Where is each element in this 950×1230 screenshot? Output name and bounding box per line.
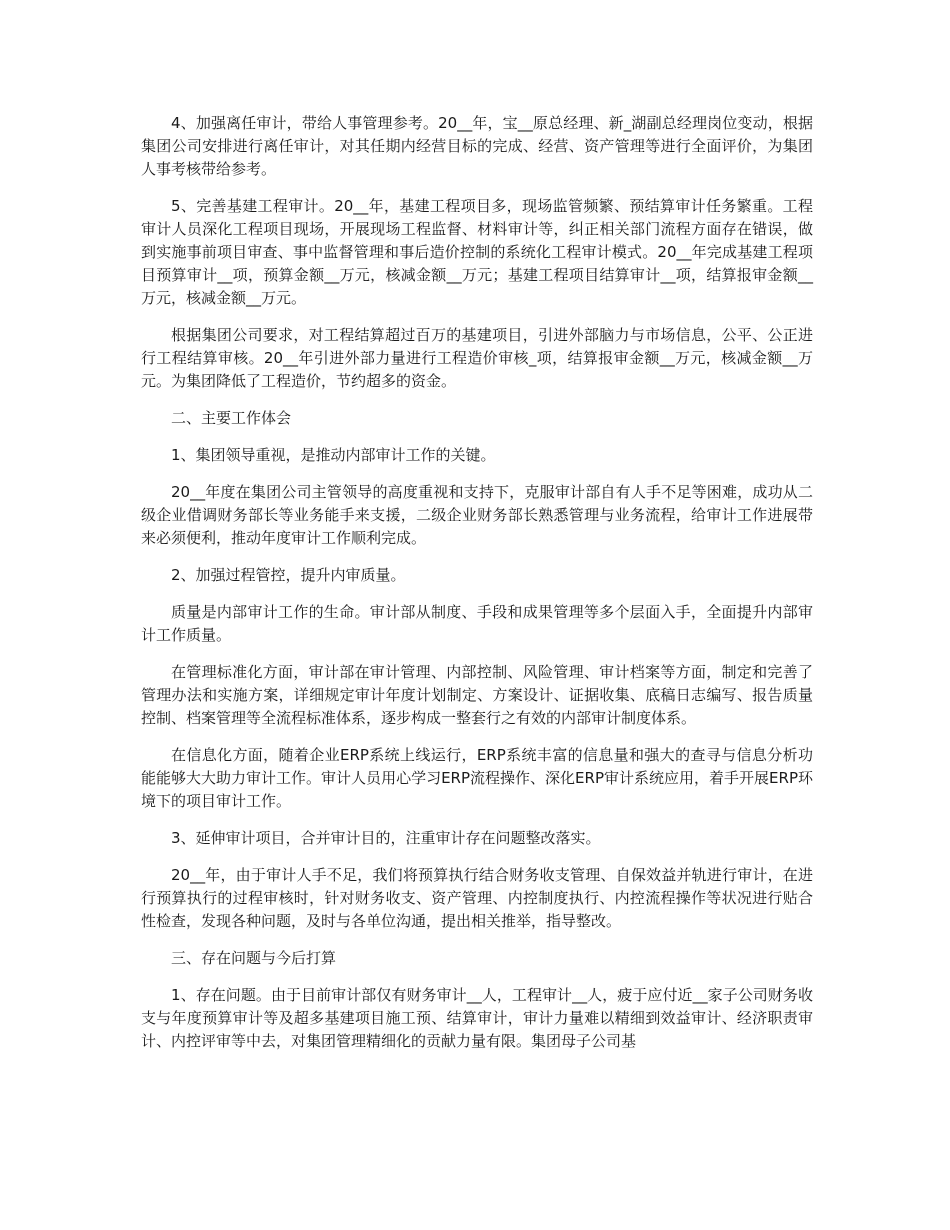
paragraph-settlement-review: 根据集团公司要求，对工程结算超过百万的基建项目，引进外部脑力与市场信息，公平、公正进行工程结算审核。20__年引进外部力量进行工程造价审核_项，结算报审金额__万元，核减金额__万元。为集团降低了工程造价，节约超多的资金。 — [141, 326, 813, 390]
paragraph-problems: 1、存在问题。由于目前审计部仅有财务审计__人，工程审计__人，疲于应付近__家子公司财务收支与年度预算审计等及超多基建项目施工预、结算审计，审计力量难以精细到效益审计、经济职责审计、内控评审等中去，对集团管理精细化的贡献力量有限。集团母子公司基 — [141, 986, 813, 1050]
section-heading-experience: 二、主要工作体会 — [171, 409, 292, 427]
paragraph-departure-audit: 4、加强离任审计，带给人事管理参考。20__年，宝__原总经理、新_湖副总经理岗位变动，根据集团公司安排进行离任审计，对其任期内经营目标的完成、经营、资产管理等进行全面评价，为集团人事考核带给参考。 — [141, 114, 813, 178]
paragraph-standardization: 在管理标准化方面，审计部在审计管理、内部控制、风险管理、审计档案等方面，制定和完善了管理办法和实施方案，详细规定审计年度计划制定、方案设计、证据收集、底稿日志编写、报告质量控制、档案管理等全流程标准体系，逐步构成一整套行之有效的内部审计制度体系。 — [141, 663, 813, 727]
subheading-leadership: 1、集团领导重视，是推动内部审计工作的关键。 — [171, 446, 496, 464]
section-heading-problems: 三、存在问题与今后打算 — [171, 949, 337, 967]
subheading-extend-audit: 3、延伸审计项目，合并审计目的，注重审计存在问题整改落实。 — [171, 829, 601, 847]
paragraph-extend-audit: 20__年，由于审计人手不足，我们将预算执行结合财务收支管理、自保效益并轨进行审计，在进行预算执行的过程审核时，针对财务收支、资产管理、内控制度执行、内控流程操作等状况进行贴合性检查，发现各种问题，及时与各单位沟通，提出相关推举，指导整改。 — [141, 866, 813, 930]
document-body — [141, 112, 813, 1067]
paragraph-informatization: 在信息化方面，随着企业ERP系统上线运行，ERP系统丰富的信息量和强大的查寻与信息分析功能能够大大助力审计工作。审计人员用心学习ERP流程操作、深化ERP审计系统应用，着手开展ERP环境下的项目审计工作。 — [141, 746, 813, 810]
paragraph-construction-audit: 5、完善基建工程审计。20__年，基建工程项目多，现场监管频繁、预结算审计任务繁重。工程审计人员深化工程项目现场，开展现场工程监督、材料审计等，纠正相关部门流程方面存在错误，做到实施事前项目审查、事中监督管理和事后造价控制的系统化工程审计模式。20__年完成基建工程项目预算审计__项，预算金额__万元，核减金额__万元；基建工程项目结算审计__项，结算报审金额__万元，核减金额__万元。 — [141, 197, 813, 307]
paragraph-quality: 质量是内部审计工作的生命。审计部从制度、手段和成果管理等多个层面入手，全面提升内部审计工作质量。 — [141, 603, 813, 644]
paragraph-leadership: 20__年度在集团公司主管领导的高度重视和支持下，克服审计部自有人手不足等困难，成功从二级企业借调财务部长等业务能手来支援，二级企业财务部长熟悉管理与业务流程，给审计工作进展带来必须便利，推动年度审计工作顺利完成。 — [141, 483, 813, 547]
subheading-process-control: 2、加强过程管控，提升内审质量。 — [171, 566, 406, 584]
